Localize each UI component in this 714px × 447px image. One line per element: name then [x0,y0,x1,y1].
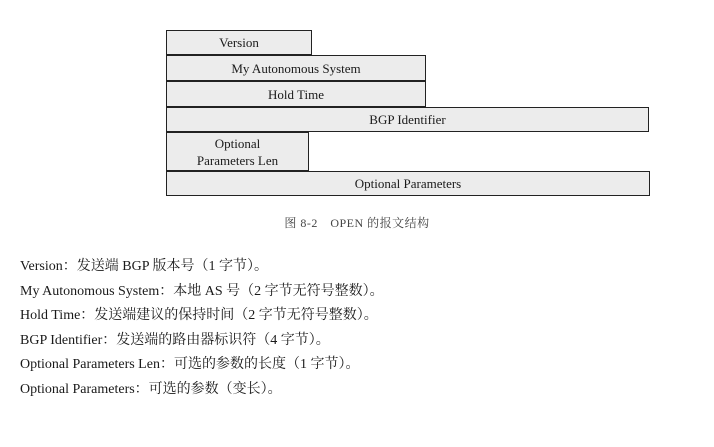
field-hold-time: Hold Time [166,81,426,107]
field-description-list [20,255,700,402]
description-hold-time: Hold Time：发送端建议的保持时间（2 字节无符号整数）。 [20,308,378,323]
field-optional-parameters: Optional Parameters [166,171,650,196]
description-version: Version：发送端 BGP 版本号（1 字节）。 [20,259,268,274]
open-message-diagram [0,0,714,200]
field-bgp-identifier: BGP Identifier [166,107,649,132]
description-my-autonomous-system: My Autonomous System：本地 AS 号（2 字节无符号整数）。 [20,283,384,299]
figure-caption: 图 8-2 OPEN 的报文结构 [284,216,430,230]
description-optional-parameters-len: Optional Parameters Len：可选的参数的长度（1 字节）。 [20,357,360,372]
field-my-autonomous-system: My Autonomous System [166,55,426,81]
description-optional-parameters: Optional Parameters：可选的参数（变长）。 [20,381,282,397]
field-optional-parameters-len: Optional Parameters Len [166,132,309,171]
description-bgp-identifier: BGP Identifier：发送端的路由器标识符（4 字节）。 [20,332,330,348]
field-version: Version [166,30,312,55]
